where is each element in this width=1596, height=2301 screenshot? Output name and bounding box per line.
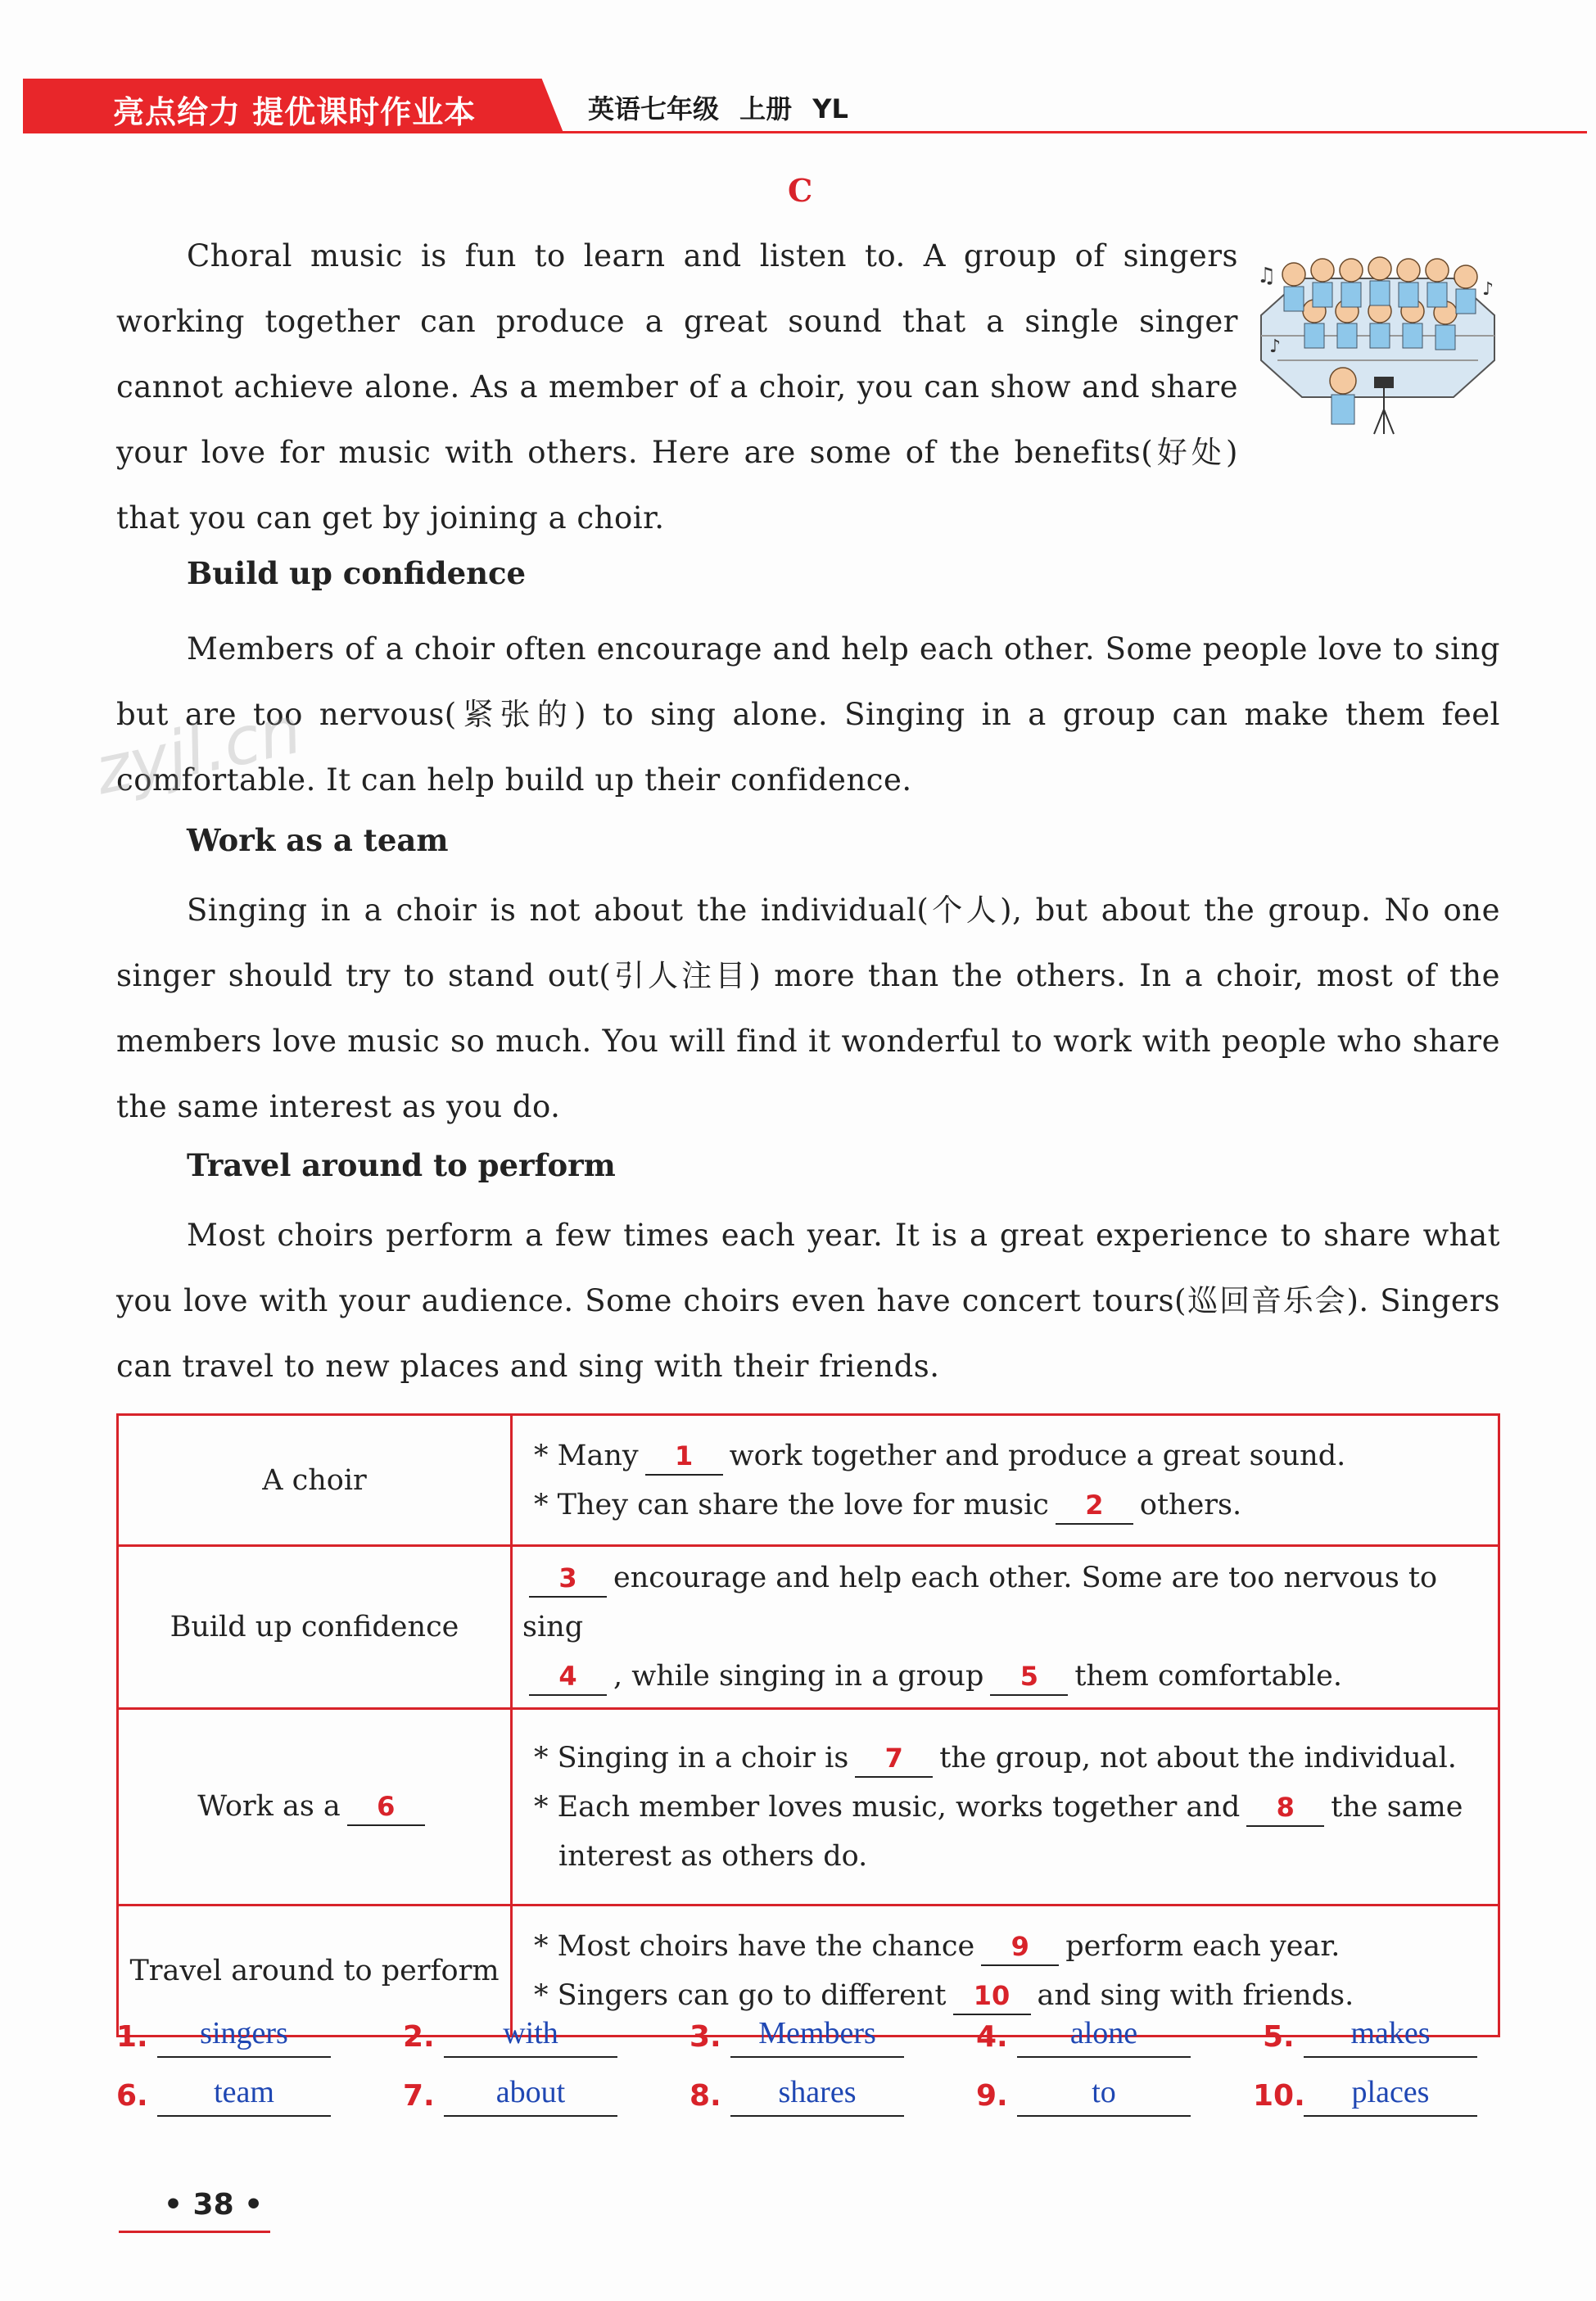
svg-text:♪: ♪ [1482,279,1494,300]
blank-7: 7 [855,1740,933,1778]
subject-title: 英语七年级 上册 YL [588,93,848,124]
row-label: Travel around to perform [118,1905,512,2037]
watermark: zyjl.cn [88,691,308,810]
row-label: Work as a 6 [118,1709,512,1905]
blank-6: 6 [347,1788,425,1826]
answer-item: 9. to [976,2069,1263,2118]
paragraph-work-as-a-team: Singing in a choir is not about the individual(个人), but about the group. No one singer should try to stand out(引人注目) more than the others. In a choir, most of the members love music so much. You will find it wonderful to work with people who share the same interest as you do. [116,893,1500,1124]
blank-4: 4 [529,1658,607,1696]
blank-9: 9 [981,1928,1059,1966]
answer-item: 2. with [403,2010,689,2059]
answer-key [116,2010,1508,2128]
series-title: 亮点给力 提优课时作业本 [113,94,477,130]
paragraph-travel-around: Most choirs perform a few times each year. It is a great experience to share what you love with your audience. Some choirs even have concert tours(巡回音乐会). Singers can travel to new places and sing with their friends. [116,1218,1500,1384]
choir-illustration [1253,246,1499,438]
answer-item: 6. team [116,2069,403,2118]
blank-1: 1 [645,1438,723,1476]
blank-8: 8 [1246,1789,1324,1827]
answer-item: 8. shares [689,2069,976,2118]
blank-3: 3 [529,1560,607,1598]
paragraph-build-up-confidence: Members of a choir often encourage and help each other. Some people love to sing but are too nervous(紧张的) to sing alone. Singing in a group can make them feel comfortable. It can help build up their confidence. [116,631,1500,798]
blank-2: 2 [1056,1487,1133,1525]
summary-table [116,1413,1500,2037]
table-row [118,1415,1499,1546]
answer-item: 4. alone [976,2010,1263,2059]
svg-text:♪: ♪ [1269,337,1282,357]
intro-paragraph: Choral music is fun to learn and listen to. A group of singers working together can produce a great sound that a single singer cannot achieve alone. As a member of a choir, you can show and share your love for music with others. Here are some of the benefits(好处) that you can get by joining a choir. [116,238,1238,536]
row-content: * Many 1 work together and produce a great sound. * They can share the love for music 2 others. [512,1415,1499,1546]
answer-item: 5. makes [1263,2010,1549,2059]
svg-text:♫: ♫ [1257,264,1277,288]
heading-build-up-confidence: Build up confidence [187,555,527,591]
table-row [118,1546,1499,1709]
answer-row [116,2069,1508,2128]
header-rule [23,131,1587,133]
blank-10: 10 [953,1978,1031,2015]
heading-work-as-a-team: Work as a team [187,822,449,858]
answer-item: 3. Members [689,2010,976,2059]
heading-travel-around: Travel around to perform [187,1147,616,1183]
answer-item: 7. about [403,2069,689,2118]
row-label: A choir [118,1415,512,1546]
table-row [118,1709,1499,1905]
footer-rule [119,2231,270,2233]
answer-row [116,2010,1508,2069]
section-letter: C [788,172,813,209]
row-content: * Singing in a choir is 7 the group, not about the individual. * Each member loves music, works together and 8 the same interest as others do. [512,1709,1499,1905]
page-number: • 38 • [164,2188,264,2222]
answer-item: 1. singers [116,2010,403,2059]
answer-item: 10. places [1263,2069,1549,2118]
blank-5: 5 [990,1658,1068,1696]
page-header [23,79,1587,138]
row-label: Build up confidence [118,1546,512,1709]
row-content: * Most choirs have the chance 9 perform each year. * Singers can go to different 10 and sing with friends. [512,1905,1499,2037]
row-content: 3 encourage and help each other. Some are too nervous to sing 4 , while singing in a group 5 them comfortable. [512,1546,1499,1709]
